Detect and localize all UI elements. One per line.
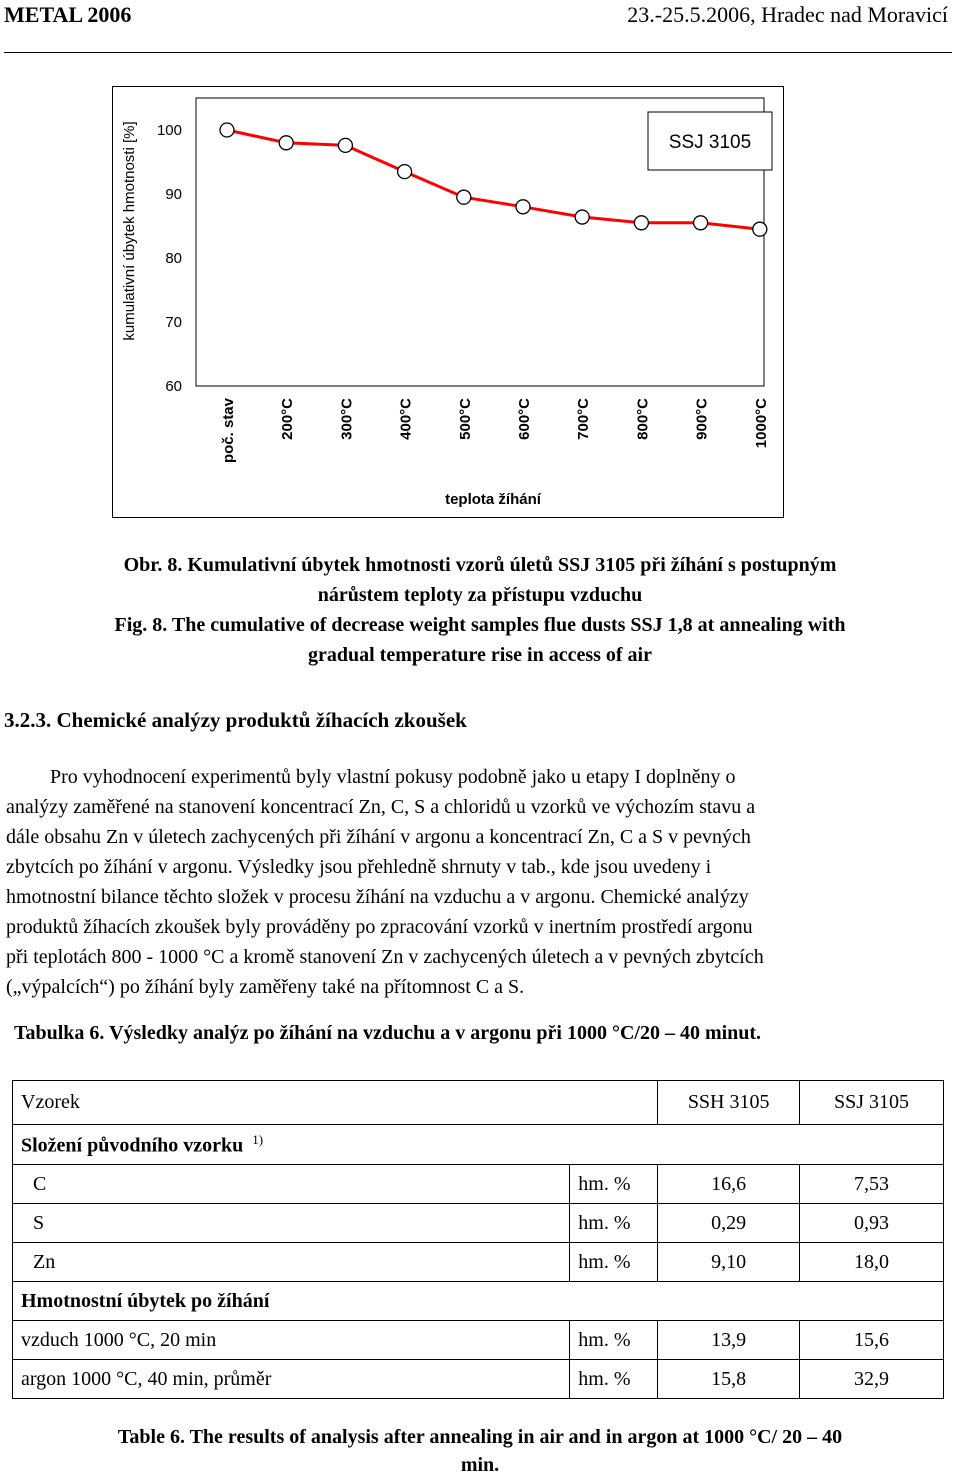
data-point [338,138,352,152]
row-value-ssj: 32,9 [800,1360,944,1399]
header-ssj-3105: SSJ 3105 [800,1081,944,1125]
x-tick-label: 900°C [693,398,711,440]
group-composition-note: 1) [252,1131,264,1147]
paragraph-line: („výpalcích“) po žíhání byly zaměřeny také na přítomnost C a S. [6,976,525,998]
header-conference: METAL 2006 [4,2,132,27]
group-composition [13,1125,944,1165]
row-value-ssh: 13,9 [658,1321,800,1360]
x-tick-label: 500°C [456,398,474,440]
table-row [13,1360,944,1399]
row-name: C [13,1165,570,1204]
row-name: vzduch 1000 °C, 20 min [13,1321,570,1360]
figure-caption-en-2: gradual temperature rise in access of air [308,644,652,666]
row-value-ssh: 15,8 [658,1360,800,1399]
chart-xlabel: teplota žíhání [445,491,541,508]
chart-ylabel: kumulativní úbytek hmotnosti [%] [121,121,138,341]
figure-caption-cz-2: nárůstem teploty za přístupu vzduchu [317,584,643,606]
table-header-row [13,1081,944,1125]
x-tick-label: 700°C [575,398,593,440]
paragraph-line: dále obsahu Zn v úletech zachycených při žíhání v argonu a koncentrací Zn, C a S v pevných [6,826,751,848]
row-value-ssh: 16,6 [658,1165,800,1204]
section-paragraph [6,762,955,1002]
row-name: S [13,1204,570,1243]
table-row [13,1243,944,1282]
paragraph-line: při teplotách 800 - 1000 °C a kromě stanovení Zn v zachycených úletech a v pevných zbytcích [6,946,764,968]
y-tick-label: 90 [165,186,182,203]
table-row [13,1165,944,1204]
x-tick-label: 1000°C [752,398,770,449]
data-point [634,216,648,230]
row-value-ssj: 18,0 [800,1243,944,1282]
paragraph-line: Pro vyhodnocení experimentů byly vlastní pokusy podobně jako u etapy I doplněny o [50,766,736,788]
row-value-ssh: 0,29 [658,1204,800,1243]
data-point [279,136,293,150]
data-point [753,222,767,236]
row-value-ssj: 15,6 [800,1321,944,1360]
table-row [13,1204,944,1243]
x-tick-label: poč. stav [220,398,237,464]
x-tick-label: 600°C [516,398,533,440]
paragraph-line: zbytcích po žíhání v argonu. Výsledky jsou přehledně shrnuty v tab., kde jsou uvedeny i [6,856,712,878]
data-point [457,190,471,204]
row-value-ssj: 7,53 [800,1165,944,1204]
table-group-row [13,1125,944,1165]
row-value-ssh: 9,10 [658,1243,800,1282]
header-rule [4,52,952,53]
y-tick-label: 70 [165,314,182,331]
table-group-row [13,1282,944,1321]
row-unit: hm. % [570,1165,658,1204]
y-tick-label: 80 [165,250,182,267]
data-point [516,200,530,214]
row-name: Zn [13,1243,570,1282]
paragraph-line: hmotnostní bilance těchto složek v procesu žíhání na vzduchu a v argonu. Chemické analýzy [6,886,749,908]
table-title: Tabulka 6. Výsledky analýz po žíhání na vzduchu a v argonu při 1000 °C/20 – 40 minut. [14,1022,762,1044]
figure-caption-en-1: Fig. 8. The cumulative of decrease weight samples flue dusts SSJ 1,8 at annealing with [114,614,846,636]
section-title: 3.2.3. Chemické analýzy produktů žíhacích zkoušek [4,708,467,732]
y-tick-label: 100 [156,122,182,139]
results-table [12,1080,944,1399]
table-caption-en-2: min. [460,1454,500,1476]
weight-loss-chart [112,86,784,518]
data-point [694,216,708,230]
row-unit: hm. % [570,1360,658,1399]
data-point [220,123,234,137]
y-tick-label: 60 [165,378,182,395]
header-ssh-3105: SSH 3105 [658,1081,800,1125]
header-date-place: 23.-25.5.2006, Hradec nad Moravicí [627,2,948,27]
group-weight-loss: Hmotnostní úbytek po žíhání [13,1282,944,1321]
table-row [13,1321,944,1360]
x-tick-label: 200°C [279,398,297,440]
data-point [575,210,589,224]
x-tick-label: 800°C [634,398,652,440]
x-tick-label: 300°C [338,398,356,440]
data-point [398,165,412,179]
row-unit: hm. % [570,1204,658,1243]
table-caption-en-1: Table 6. The results of analysis after annealing in air and in argon at 1000 °C/ 20 – 40 [117,1426,843,1448]
row-value-ssj: 0,93 [800,1204,944,1243]
figure-caption-cz-1: Obr. 8. Kumulativní úbytek hmotnosti vzorů úletů SSJ 3105 při žíhání s postupným [123,554,837,576]
paragraph-line: analýzy zaměřené na stanovení koncentrací Zn, C, S a chloridů u vzorků ve výchozím stavu a [6,796,756,818]
group-composition-label: Složení původního vzorku [21,1134,244,1157]
chart-legend-label: SSJ 3105 [668,132,752,153]
header-vzorek: Vzorek [13,1081,658,1125]
row-unit: hm. % [570,1321,658,1360]
row-unit: hm. % [570,1243,658,1282]
x-tick-label: 400°C [397,398,415,440]
paragraph-line: produktů žíhacích zkoušek byly prováděny po zpracování vzorků v inertním prostředí argonu [6,916,753,938]
row-name: argon 1000 °C, 40 min, průměr [13,1360,570,1399]
